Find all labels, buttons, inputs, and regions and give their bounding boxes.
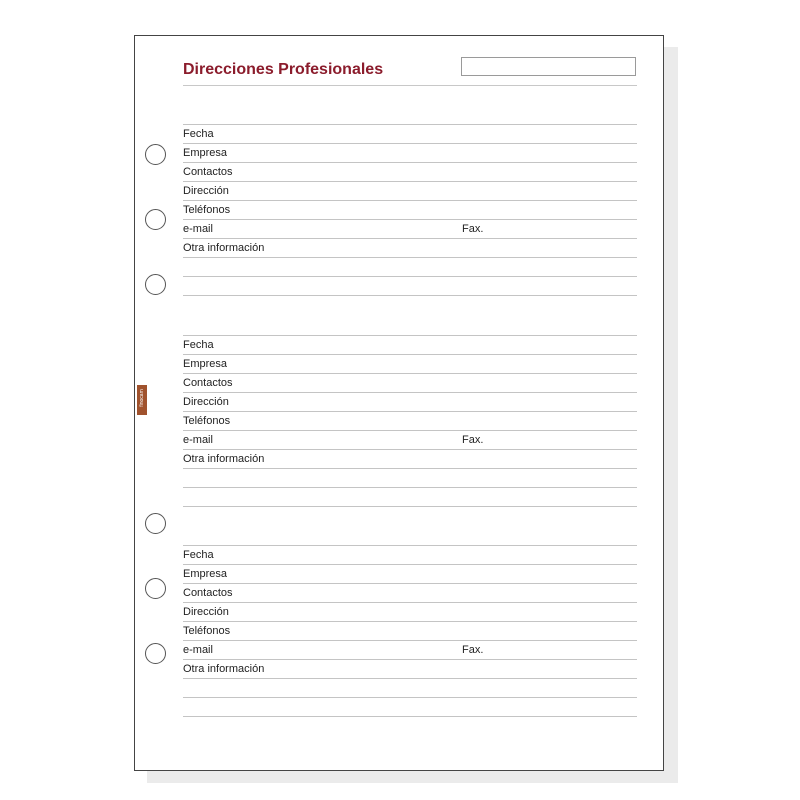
rule-line[interactable] xyxy=(183,659,637,660)
rule-line[interactable] xyxy=(183,468,637,469)
field-fax: Fax. xyxy=(462,223,484,235)
binder-hole xyxy=(145,144,166,165)
rule-line[interactable] xyxy=(183,487,637,488)
rule-line[interactable] xyxy=(183,295,637,296)
rule-line[interactable] xyxy=(183,564,637,565)
brand-logo-text: finocam xyxy=(139,389,145,407)
rule-line[interactable] xyxy=(183,621,637,622)
rule-line[interactable] xyxy=(183,392,637,393)
field-empresa: Empresa xyxy=(183,358,228,370)
field-contactos: Contactos xyxy=(183,166,233,178)
binder-hole xyxy=(145,578,166,599)
title-rule xyxy=(183,85,637,86)
field-direccion: Dirección xyxy=(183,396,229,408)
address-entry-3 xyxy=(183,545,637,735)
rule-line xyxy=(183,545,637,546)
rule-line[interactable] xyxy=(183,678,637,679)
rule-line[interactable] xyxy=(183,219,637,220)
field-email: e-mail xyxy=(183,223,213,235)
field-otra-informacion: Otra información xyxy=(183,663,265,675)
planner-sheet xyxy=(134,35,664,771)
field-fax: Fax. xyxy=(462,434,484,446)
rule-line xyxy=(183,335,637,336)
rule-line[interactable] xyxy=(183,200,637,201)
rule-line[interactable] xyxy=(183,640,637,641)
rule-line[interactable] xyxy=(183,276,637,277)
binder-hole xyxy=(145,513,166,534)
field-empresa: Empresa xyxy=(183,147,228,159)
rule-line[interactable] xyxy=(183,430,637,431)
rule-line[interactable] xyxy=(183,354,637,355)
rule-line[interactable] xyxy=(183,506,637,507)
field-otra-informacion: Otra información xyxy=(183,453,265,465)
field-fecha: Fecha xyxy=(183,128,214,140)
field-email: e-mail xyxy=(183,644,213,656)
field-direccion: Dirección xyxy=(183,185,229,197)
field-telefonos: Teléfonos xyxy=(183,625,231,637)
field-fecha: Fecha xyxy=(183,549,214,561)
field-otra-informacion: Otra información xyxy=(183,242,265,254)
rule-line[interactable] xyxy=(183,257,637,258)
rule-line[interactable] xyxy=(183,373,637,374)
rule-line xyxy=(183,124,637,125)
rule-line[interactable] xyxy=(183,162,637,163)
field-empresa: Empresa xyxy=(183,568,228,580)
address-entry-1 xyxy=(183,124,637,314)
rule-line[interactable] xyxy=(183,602,637,603)
rule-line[interactable] xyxy=(183,143,637,144)
field-fecha: Fecha xyxy=(183,339,214,351)
brand-logo xyxy=(137,385,147,415)
field-contactos: Contactos xyxy=(183,587,233,599)
page-title: Direcciones Profesionales xyxy=(183,61,384,78)
field-email: e-mail xyxy=(183,434,213,446)
field-contactos: Contactos xyxy=(183,377,233,389)
field-direccion: Dirección xyxy=(183,606,229,618)
field-telefonos: Teléfonos xyxy=(183,415,231,427)
address-entry-2 xyxy=(183,335,637,525)
rule-line[interactable] xyxy=(183,238,637,239)
rule-line[interactable] xyxy=(183,697,637,698)
binder-hole xyxy=(145,209,166,230)
binder-hole xyxy=(145,643,166,664)
rule-line[interactable] xyxy=(183,411,637,412)
rule-line[interactable] xyxy=(183,583,637,584)
rule-line[interactable] xyxy=(183,716,637,717)
rule-line[interactable] xyxy=(183,449,637,450)
field-fax: Fax. xyxy=(462,644,484,656)
title-input-box[interactable] xyxy=(461,57,636,76)
binder-hole xyxy=(145,274,166,295)
field-telefonos: Teléfonos xyxy=(183,204,231,216)
rule-line[interactable] xyxy=(183,181,637,182)
